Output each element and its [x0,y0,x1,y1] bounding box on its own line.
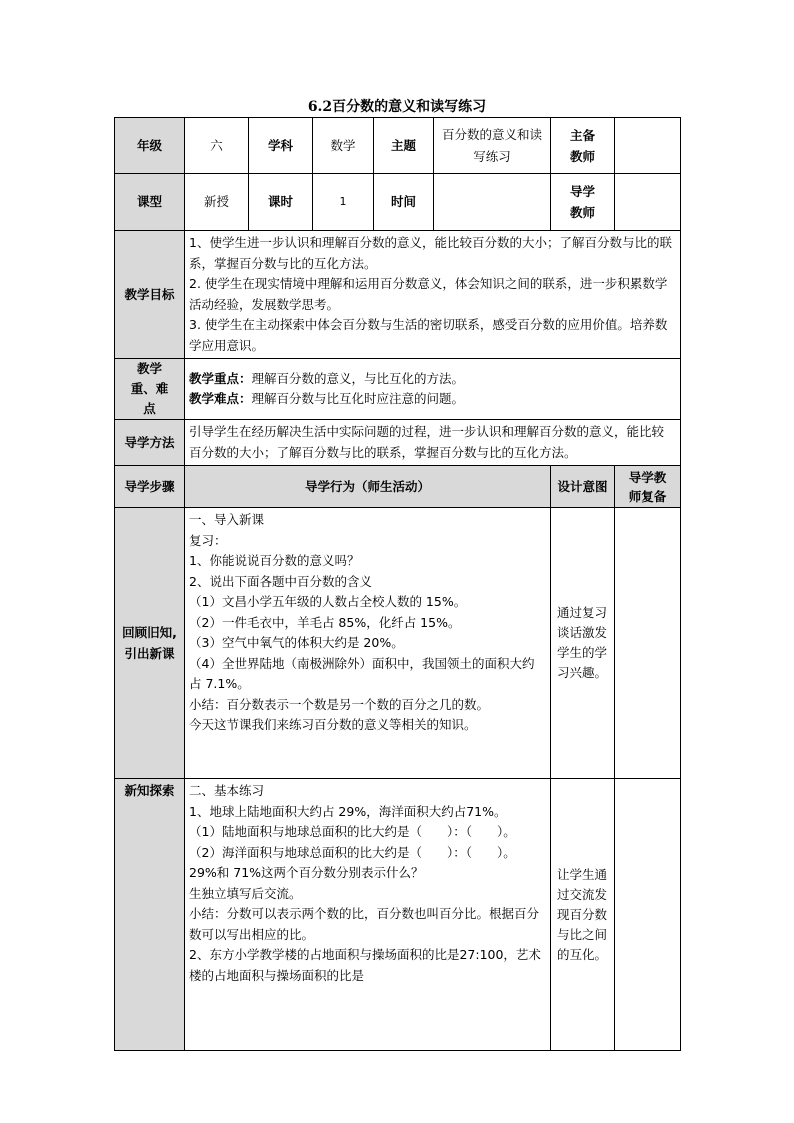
activity-line: 1、你能说说百分数的意义吗？ [189,553,360,568]
document-title: 6.2百分数的意义和读写练习 [307,99,487,115]
lesson-type-value: 新授 [185,174,249,231]
activity-line: （1）文昌小学五年级的人数占全校人数的 15%。 [189,594,467,609]
goal-line: 3. 使学生在主动探索中体会百分数与生活的密切联系，感受百分数的应用价值。培养数学应用意识。 [189,317,668,353]
review-teacher-notes [615,508,681,779]
goals-label: 教学目标 [115,231,185,359]
review-section-row [115,508,681,779]
activity-line: （2）海洋面积与地球总面积的比大约是（ ）：（ ）。 [189,844,516,860]
method-row [115,420,681,466]
activity-line: 小结：百分数表示一个数是另一个数的百分之几的数。 [189,696,490,712]
guide-teacher-label: 导学教师 [551,174,615,231]
subject-value: 数学 [313,118,374,174]
key-point-label: 教学重点： [189,370,252,386]
subject-label: 学科 [249,118,313,174]
period-value: 1 [313,174,374,231]
activity-line: 29%和 71%这两个百分数分别表示什么？ [189,865,424,880]
activity-line: 今天这节课我们来练习百分数的意义等相关的知识。 [189,717,477,732]
review-activities [185,508,551,779]
steps-header: 导学步骤 [115,466,185,508]
goal-line: 2. 使学生在现实情境中理解和运用百分数意义，体会知识之间的联系，进一步积累数学活动经验，发展数学思考。 [189,276,668,312]
grade-value: 六 [185,118,249,174]
prep-teacher-value [615,118,681,174]
prep-teacher-label: 主备教师 [551,118,615,174]
topic-value: 百分数的意义和读写练习 [434,118,551,174]
activity-line: 2、说出下面各题中百分数的含义 [189,573,372,589]
focus-text [185,359,681,420]
guide-teacher-value [615,174,681,231]
activity-line: 2、东方小学教学楼的占地面积与操场面积的比是27:100，艺术楼的占地面积与操场面积的比是 [189,947,541,983]
activity-line: （4）全世界陆地（南极洲除外）面积中，我国领土的面积大约占 7.1%。 [189,655,535,691]
activity-line: 小结：分数可以表示两个数的比，百分数也叫百分比。根据百分数可以写出相应的比。 [189,906,540,942]
explore-section-row [115,779,681,1051]
topic-label: 主题 [374,118,434,174]
info-row-2 [115,174,681,231]
method-label: 导学方法 [115,420,185,466]
review-step-label: 回顾旧知,引出新课 [115,508,185,779]
actions-header: 导学行为（师生活动） [185,466,551,508]
focus-label: 教学重、难点 [115,359,185,420]
explore-teacher-notes [615,779,681,1051]
explore-design-intent: 让学生通过交流发现百分数与比之间的互化。 [551,779,615,1051]
lesson-type-label: 课型 [115,174,185,231]
lesson-plan-table [114,117,681,1051]
review-design-intent: 通过复习谈话激发学生的学习兴趣。 [551,508,615,779]
focus-row [115,359,681,420]
goals-row [115,231,681,359]
time-value [434,174,551,231]
activity-line: 复习： [189,532,227,548]
period-label: 课时 [249,174,313,231]
info-row-1 [115,118,681,174]
steps-header-row [115,466,681,508]
goals-text [185,231,681,359]
time-label: 时间 [374,174,434,231]
activity-line: （3）空气中氧气的体积大约是 20%。 [189,635,404,650]
difficulty-text: 理解百分数与比互化时应注意的问题。 [251,391,465,406]
key-point-text: 理解百分数的意义，与比互化的方法。 [251,370,465,386]
activity-line: 一、导入新课 [189,512,265,527]
design-header: 设计意图 [551,466,615,508]
goal-line: 1、使学生进一步认识和理解百分数的意义，能比较百分数的大小；了解百分数与比的联系，掌握百分数与比的互化方法。 [189,235,672,271]
activity-line: 1、地球上陆地面积大约占 29%，海洋面积大约占71%。 [189,803,507,819]
activity-line: 生独立填写后交流。 [189,885,302,901]
activity-line: （2）一件毛衣中，羊毛占 85%，化纤占 15%。 [189,614,461,630]
explore-step-label: 新知探索 [115,779,185,1051]
activity-line: （1）陆地面积与地球总面积的比大约是（ ）：（ ）。 [189,824,516,839]
teacher-revise-header: 导学教师复备 [615,466,681,508]
explore-activities [185,779,551,1051]
method-text: 引导学生在经历解决生活中实际问题的过程，进一步认识和理解百分数的意义，能比较百分数的大小；了解百分数与比的联系，掌握百分数与比的互化方法。 [185,420,681,466]
difficulty-label: 教学难点： [189,391,252,406]
activity-line: 二、基本练习 [189,783,265,798]
grade-label: 年级 [115,118,185,174]
